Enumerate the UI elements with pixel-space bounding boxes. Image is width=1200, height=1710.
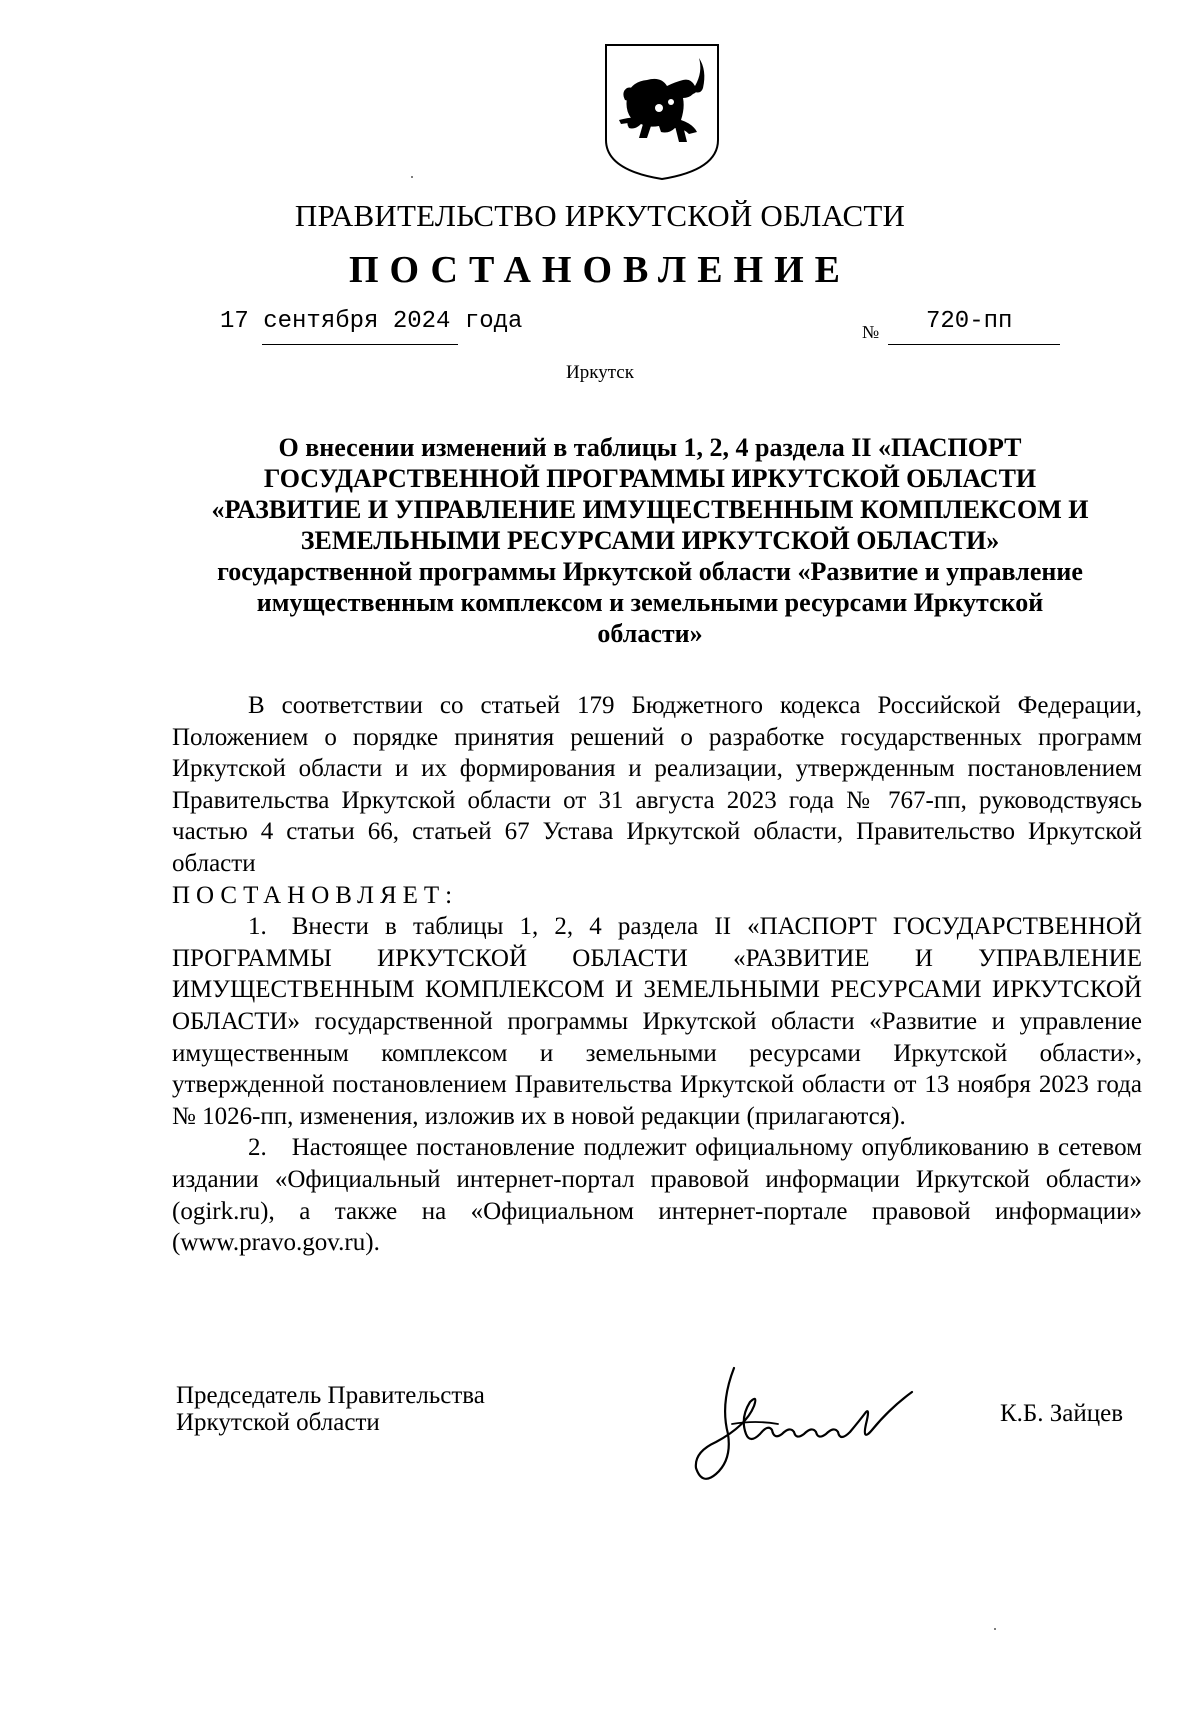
position-line: Председатель Правительства bbox=[176, 1382, 485, 1409]
title-line: «РАЗВИТИЕ И УПРАВЛЕНИЕ ИМУЩЕСТВЕННЫМ КОМПЛЕКСОМ И bbox=[211, 495, 1089, 524]
preamble-paragraph: В соответствии со статьей 179 Бюджетного кодекса Российской Федерации, Положением о порядке принятия решений о разработке государственных программ Иркутской области и их формирования и реализации, утвержденным постановлением Правительства Иркутской области от 31 августа 2023 года № 767-пп, руководствуясь частью 4 статьи 66, статьей 67 Устава Иркутской области, Правительство Иркутской области bbox=[172, 692, 1142, 877]
title-line: ЗЕМЕЛЬНЫМИ РЕСУРСАМИ ИРКУТСКОЙ ОБЛАСТИ» bbox=[300, 526, 1000, 555]
item-1-paragraph: 1. Внести в таблицы 1, 2, 4 раздела II «ПАСПОРТ ГОСУДАРСТВЕННОЙ ПРОГРАММЫ ИРКУТСКОЙ ОБЛАСТИ «РАЗВИТИЕ И УПРАВЛЕНИЕ ИМУЩЕСТВЕННЫМ КОМПЛЕКСОМ И ЗЕМЕЛЬНЫМИ РЕСУРСАМИ ИРКУТСКОЙ ОБЛАСТИ» государственной программы Иркутской области «Развитие и управление имущественным комплексом и земельными ресурсами Иркутской области», утвержденной постановлением Правительства Иркутской области от 13 ноября 2023 года № 1026-пп, изменения, изложив их в новой редакции (прилагаются). bbox=[172, 913, 1142, 1130]
item-2-paragraph: 2. Настоящее постановление подлежит официальному опубликованию в сетевом издании «Официальный интернет-портал правовой информации Иркутской области» (ogirk.ru), а также на «Официальном интернет-портале правовой информации» (www.pravo.gov.ru). bbox=[172, 1134, 1142, 1257]
signatory-position bbox=[176, 1382, 485, 1436]
document-body bbox=[172, 690, 1142, 1259]
document-city: Иркутск bbox=[566, 362, 634, 383]
coat-of-arms-emblem bbox=[603, 42, 721, 182]
number-sign: № bbox=[862, 322, 880, 342]
document-date: 17 сентября 2024 года bbox=[220, 308, 523, 335]
title-line: имущественным комплексом и земельными ресурсами Иркутской bbox=[256, 588, 1044, 617]
handwritten-signature bbox=[676, 1364, 948, 1504]
document-number: 720-пп bbox=[926, 308, 1013, 335]
signatory-name: К.Б. Зайцев bbox=[1000, 1400, 1124, 1427]
date-underline bbox=[262, 344, 458, 345]
government-name: ПРАВИТЕЛЬСТВО ИРКУТСКОЙ ОБЛАСТИ bbox=[294, 198, 906, 233]
document-type: ПОСТАНОВЛЕНИЕ bbox=[348, 249, 852, 291]
title-line: ГОСУДАРСТВЕННОЙ ПРОГРАММЫ ИРКУТСКОЙ ОБЛАСТИ bbox=[263, 464, 1037, 493]
title-line: государственной программы Иркутской области «Развитие и управление bbox=[217, 557, 1083, 586]
title-line: О внесении изменений в таблицы 1, 2, 4 раздела II «ПАСПОРТ bbox=[278, 433, 1022, 462]
number-underline bbox=[888, 344, 1060, 345]
scan-speck bbox=[411, 176, 413, 178]
position-line: Иркутской области bbox=[176, 1409, 380, 1436]
decree-word: ПОСТАНОВЛЯЕТ: bbox=[172, 881, 459, 909]
document-title bbox=[170, 432, 1130, 649]
scan-speck bbox=[994, 1628, 996, 1630]
title-line: области» bbox=[597, 619, 703, 648]
